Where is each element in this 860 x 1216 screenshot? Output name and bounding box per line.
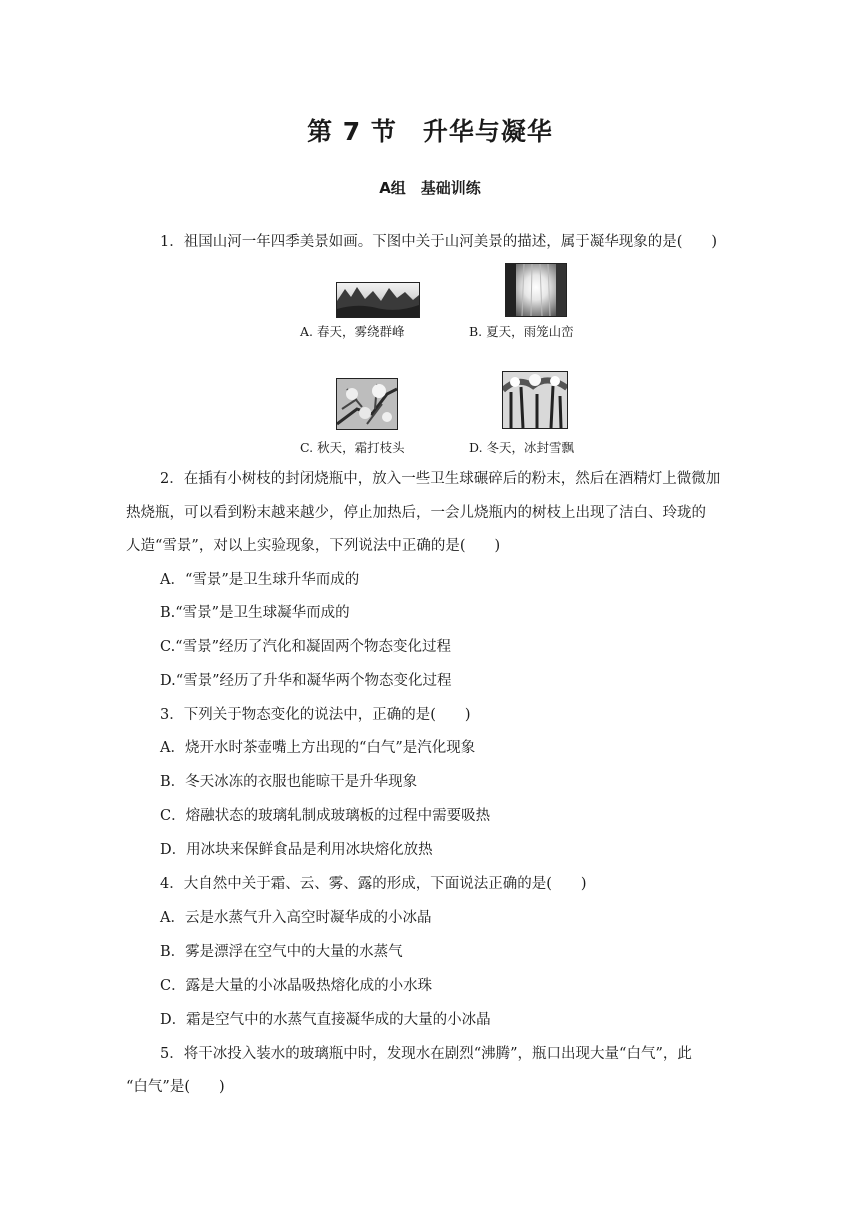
- frost-branch-icon: [337, 379, 397, 429]
- rainy-mountain-photo: [505, 263, 567, 317]
- question-2-line-1: 2．在插有小树枝的封闭烧瓶中，放入一些卫生球碾碎后的粉末，然后在酒精灯上微微加: [160, 471, 721, 487]
- image-caption-d: D. 冬天，冰封雪飘: [469, 440, 575, 455]
- question-1-stem: 1．祖国山河一年四季美景如画。下图中关于山河美景的描述，属于凝华现象的是( ): [160, 234, 718, 250]
- question-2-line-2: 热烧瓶，可以看到粉末越来越少，停止加热后，一会儿烧瓶内的树枝上出现了洁白、玲珑的: [126, 505, 706, 521]
- question-3-option-c: C．熔融状态的玻璃轧制成玻璃板的过程中需要吸热: [160, 808, 491, 824]
- question-2-line-3: 人造“雪景”，对以上实验现象，下列说法中正确的是( ): [126, 538, 501, 554]
- image-caption-a: A. 春天，雾绕群峰: [300, 324, 405, 339]
- question-5-line-2: “白气”是( ): [126, 1079, 225, 1095]
- question-3-option-a: A．烧开水时茶壶嘴上方出现的“白气”是汽化现象: [160, 740, 476, 756]
- page-title: 第 7 节 升华与凝华: [307, 117, 553, 146]
- mountain-peaks-icon: [337, 283, 419, 317]
- question-5-line-1: 5．将干冰投入装水的玻璃瓶中时，发现水在剧烈“沸腾”，瓶口出现大量“白气”，此: [160, 1046, 692, 1062]
- question-3-option-b: B．冬天冰冻的衣服也能晾干是升华现象: [160, 774, 418, 790]
- question-2-option-c: C.“雪景”经历了汽化和凝固两个物态变化过程: [160, 639, 452, 655]
- rain-scene-icon: [506, 264, 566, 316]
- snowy-trees-photo: [502, 371, 568, 429]
- question-2-option-a: A．“雪景”是卫生球升华而成的: [160, 572, 360, 588]
- snowy-trees-icon: [503, 372, 567, 428]
- image-caption-b: B. 夏天，雨笼山峦: [469, 324, 574, 339]
- section-heading: A组 基础训练: [379, 179, 481, 197]
- frosted-branches-photo: [336, 378, 398, 430]
- mountain-peaks-photo: [336, 282, 420, 318]
- question-3-option-d: D．用冰块来保鲜食品是利用冰块熔化放热: [160, 842, 433, 858]
- question-4-option-c: C．露是大量的小冰晶吸热熔化成的小水珠: [160, 978, 433, 994]
- question-2-option-d: D.“雪景”经历了升华和凝华两个物态变化过程: [160, 673, 452, 689]
- image-caption-c: C. 秋天，霜打枝头: [300, 440, 405, 455]
- question-4-option-b: B．雾是漂浮在空气中的大量的水蒸气: [160, 944, 403, 960]
- question-2-option-b: B.“雪景”是卫生球凝华而成的: [160, 605, 350, 621]
- question-4-option-d: D．霜是空气中的水蒸气直接凝华成的大量的小冰晶: [160, 1012, 491, 1028]
- question-4-stem: 4．大自然中关于霜、云、雾、露的形成，下面说法正确的是( ): [160, 876, 587, 892]
- question-4-option-a: A．云是水蒸气升入高空时凝华成的小冰晶: [160, 910, 432, 926]
- question-3-stem: 3．下列关于物态变化的说法中，正确的是( ): [160, 707, 471, 723]
